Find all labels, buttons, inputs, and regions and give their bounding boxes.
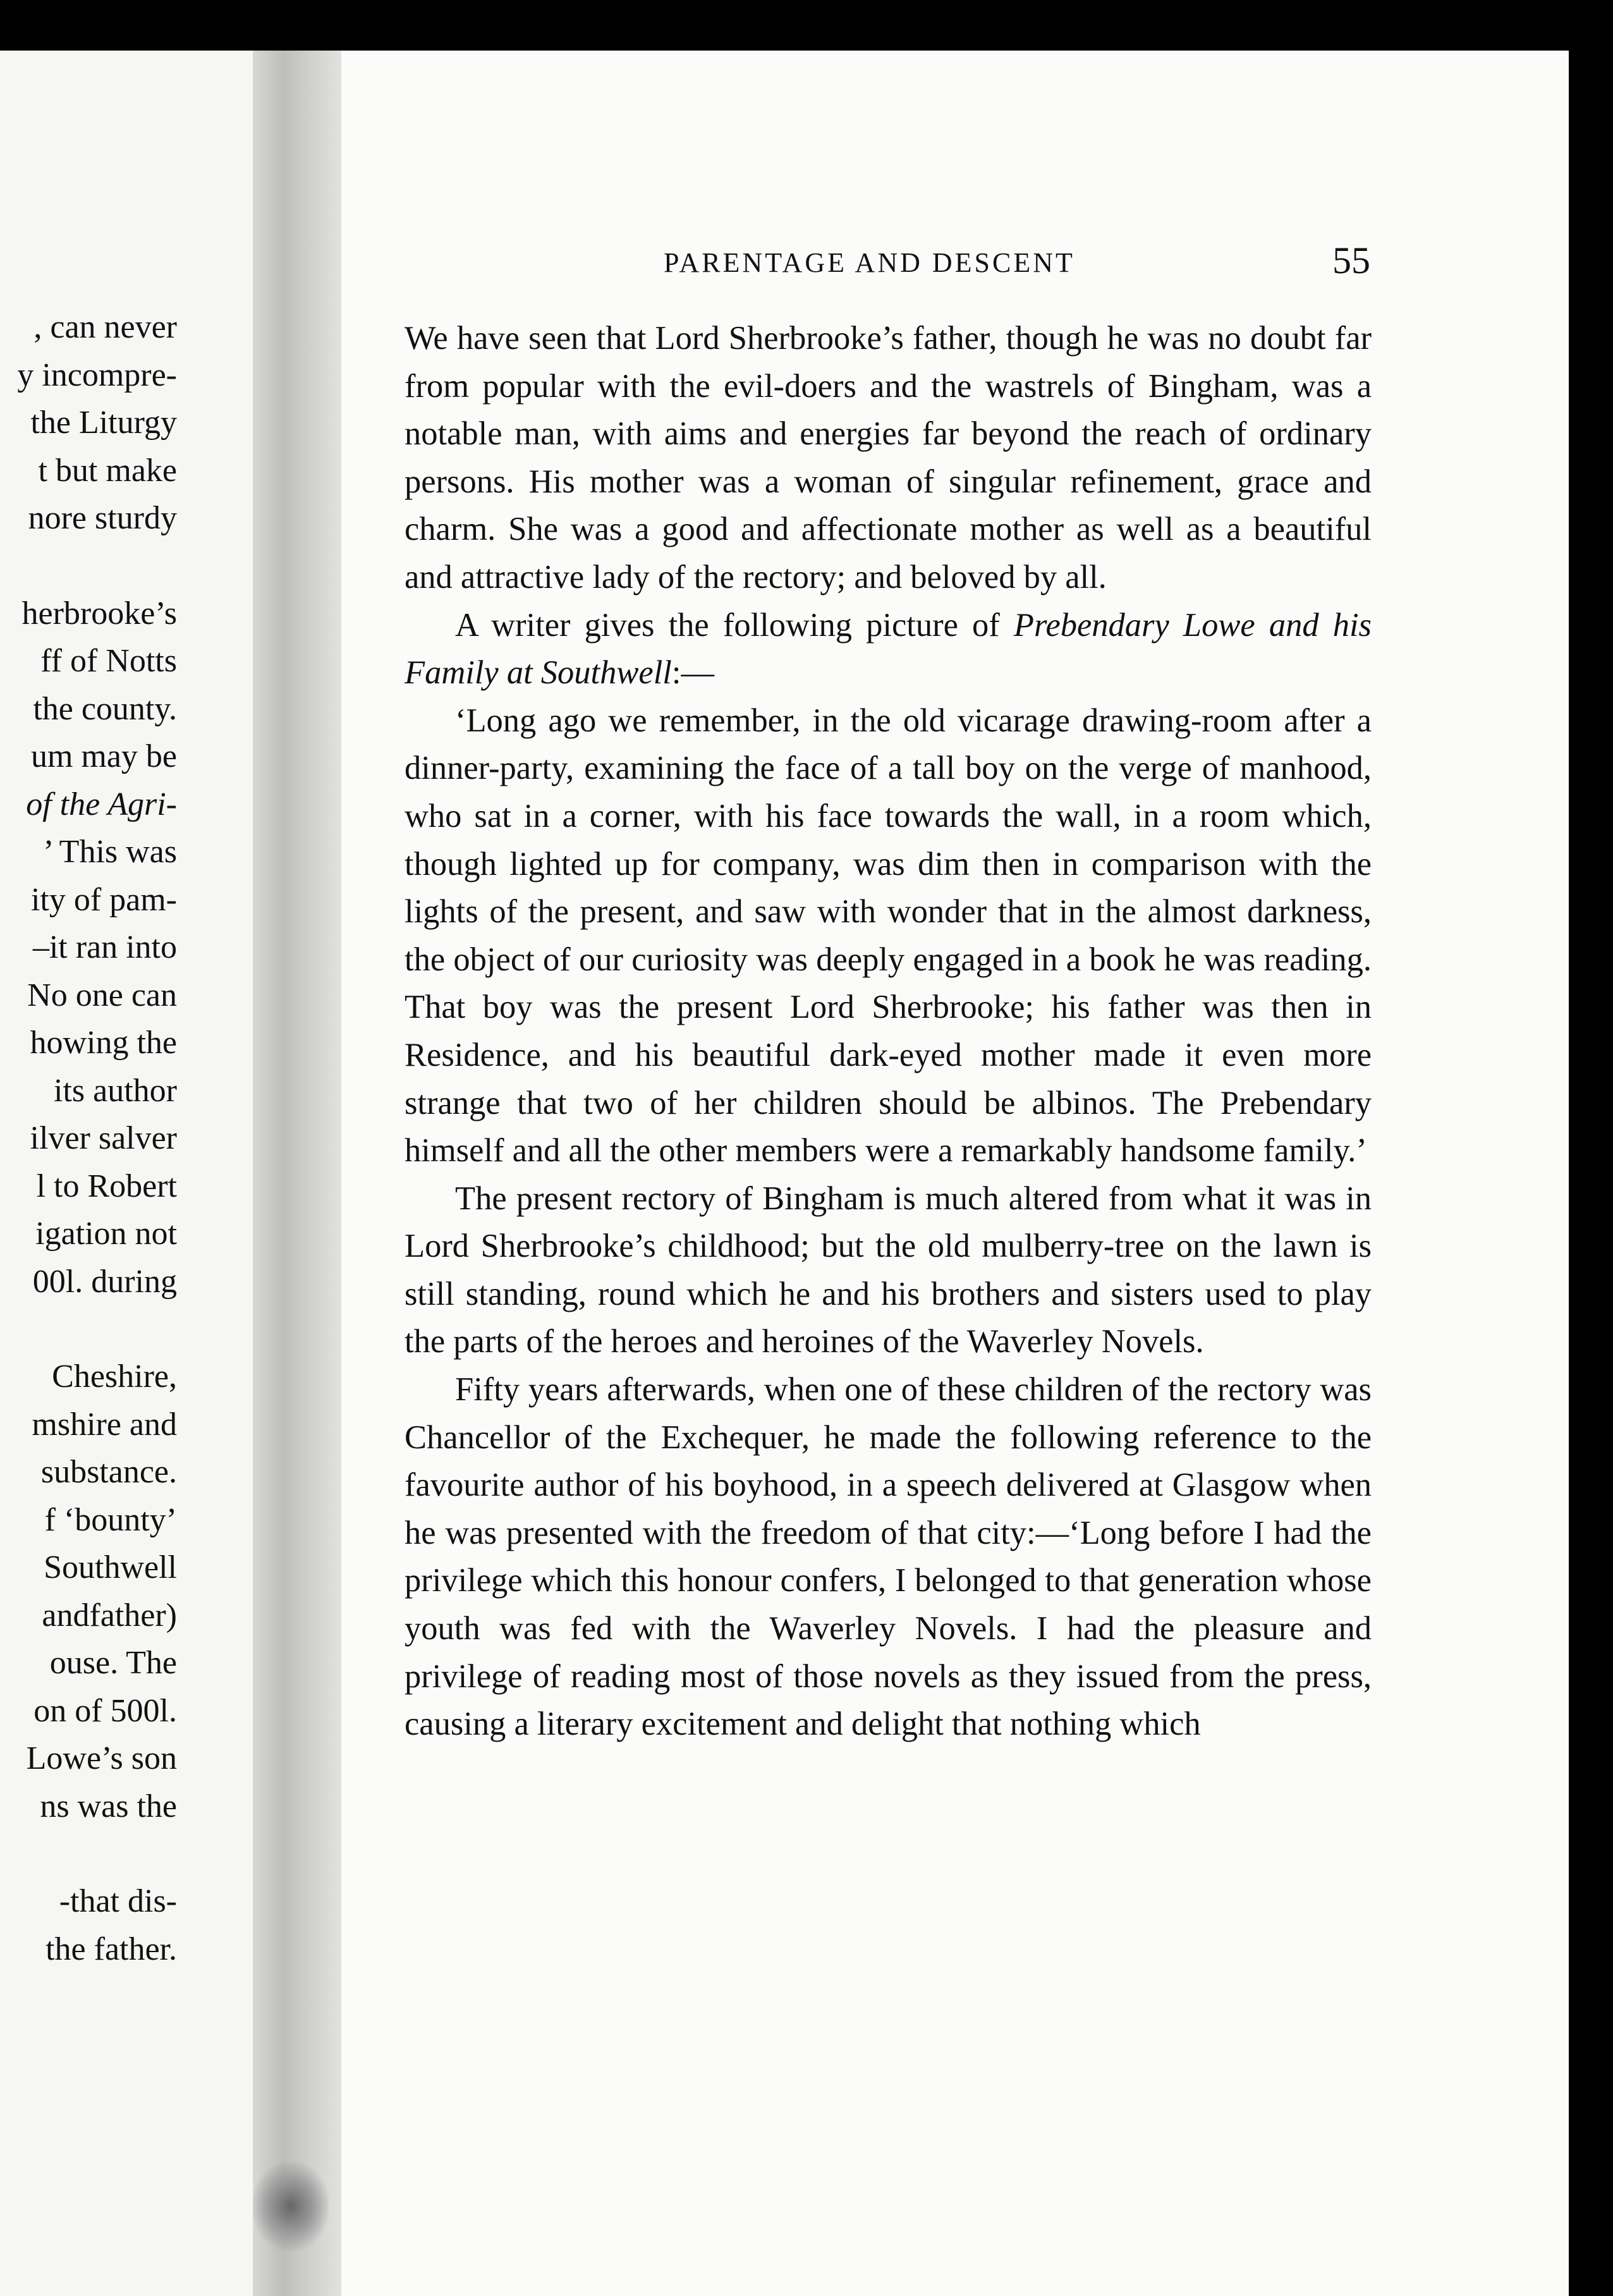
- quotation-paragraph: ‘Long ago we remember, in the old vicarage drawing-room after a dinner-party, examining the face of a tall boy on the verge of manhood, who sat in a corner, with his face towards the wall, in a room which, though lighted up for company, was dim then in comparison with the lights of the present, and saw with wonder that in the almost darkness, the object of our curiosity was deeply engaged in a book he was reading. That boy was the present Lord Sherbrooke; his father was then in Residence, and his beautiful dark-eyed mother made it even more strange that two of her children should be albinos. The Prebendary himself and all the other members were a remarkably handsome family.’: [405, 702, 1372, 1169]
- paragraph: The present rectory of Bingham is much altered from what it was in Lord Sherbrooke’s childhood; but the old mulberry-tree on the lawn is still standing, round which he and his brothers and sisters used to play the parts of the heroes and heroines of the Waverley Novels.: [405, 1180, 1372, 1360]
- left-fragment-line: No one can: [27, 977, 177, 1013]
- left-fragment-line: ff of Notts: [40, 643, 177, 679]
- left-fragment-line: Cheshire,: [52, 1359, 177, 1395]
- paragraph-gap: [17, 542, 177, 590]
- left-facing-page: [0, 44, 265, 2296]
- left-fragment-line: f ‘bounty’: [44, 1501, 177, 1538]
- italic-title: Prebendary Lowe and his Family at Southwell: [405, 606, 1372, 692]
- left-fragment-line: -that dis-: [59, 1883, 177, 1919]
- left-fragment-line: ilver salver: [30, 1120, 177, 1156]
- left-fragment-line: of the Agri-: [26, 786, 177, 822]
- left-fragment-line: substance.: [40, 1454, 177, 1490]
- left-fragment-line: l to Robert: [36, 1168, 177, 1204]
- left-fragment-line: its author: [54, 1072, 177, 1109]
- left-fragment-line: the Liturgy: [30, 405, 177, 441]
- page-number: 55: [1332, 240, 1370, 281]
- paragraph-tail: :—: [671, 654, 714, 692]
- paragraph: [405, 602, 1372, 697]
- page-body: [405, 315, 1372, 1749]
- left-fragment-line: nore sturdy: [28, 500, 177, 536]
- paragraph-gap: [17, 1830, 177, 1878]
- left-fragment-line: Lowe’s son: [26, 1740, 177, 1776]
- left-fragment-line: the county.: [33, 690, 177, 727]
- left-fragment-line: –it ran into: [32, 929, 177, 965]
- gutter-stain: [253, 2162, 329, 2250]
- left-fragment-line: andfather): [42, 1597, 177, 1633]
- left-fragment-line: y incompre-: [17, 357, 177, 393]
- left-fragment-line: ity of pam-: [30, 881, 177, 918]
- paragraph-lead: A writer gives the following picture of: [455, 606, 1014, 644]
- paragraph: Fifty years afterwards, when one of these children of the rectory was Chancellor of the Exchequer, he made the following reference to the favourite author of his boyhood, in a speech delivered at Glasgow when he was presented with the freedom of that city:—‘Long before I had the privilege which this honour confers, I belonged to that generation whose youth was fed with the Waverley Novels. I had the pleasure and privilege of reading most of those novels as they issued from the press, causing a literary excitement and delight that nothing which: [405, 1371, 1372, 1743]
- left-fragment-line: t but make: [38, 452, 177, 489]
- left-page-text-fragments: [17, 303, 177, 1973]
- left-fragment-line: mshire and: [32, 1406, 177, 1443]
- book-gutter-shadow: [253, 44, 354, 2296]
- left-fragment-line: on of 500l.: [33, 1692, 177, 1729]
- left-fragment-line: the father.: [46, 1931, 177, 1967]
- left-fragment-line: ns was the: [40, 1788, 177, 1824]
- left-fragment-line: ouse. The: [49, 1645, 177, 1681]
- left-fragment-line: 00l. during: [32, 1263, 177, 1300]
- left-fragment-line: ’ This was: [43, 834, 177, 870]
- scan-border-right: [1569, 0, 1613, 2296]
- left-fragment-line: , can never: [33, 309, 177, 345]
- paragraph: We have seen that Lord Sherbrooke’s father, though he was no doubt far from popular with the evil-doers and the wastrels of Bingham, was a notable man, with aims and energies far beyond the reach of ordinary persons. His mother was a woman of singular refinement, grace and charm. She was a good and affectionate mother as well as a beautiful and attractive lady of the rectory; and beloved by all.: [405, 320, 1372, 595]
- left-fragment-line: Southwell: [44, 1549, 177, 1585]
- scan-border-top: [0, 0, 1613, 51]
- running-head: PARENTAGE AND DESCENT: [664, 247, 1075, 278]
- left-fragment-line: um may be: [30, 738, 177, 774]
- left-fragment-line: igation not: [35, 1216, 177, 1252]
- paragraph-gap: [17, 1305, 177, 1353]
- left-fragment-line: howing the: [30, 1025, 177, 1061]
- left-fragment-line: herbrooke’s: [21, 595, 177, 632]
